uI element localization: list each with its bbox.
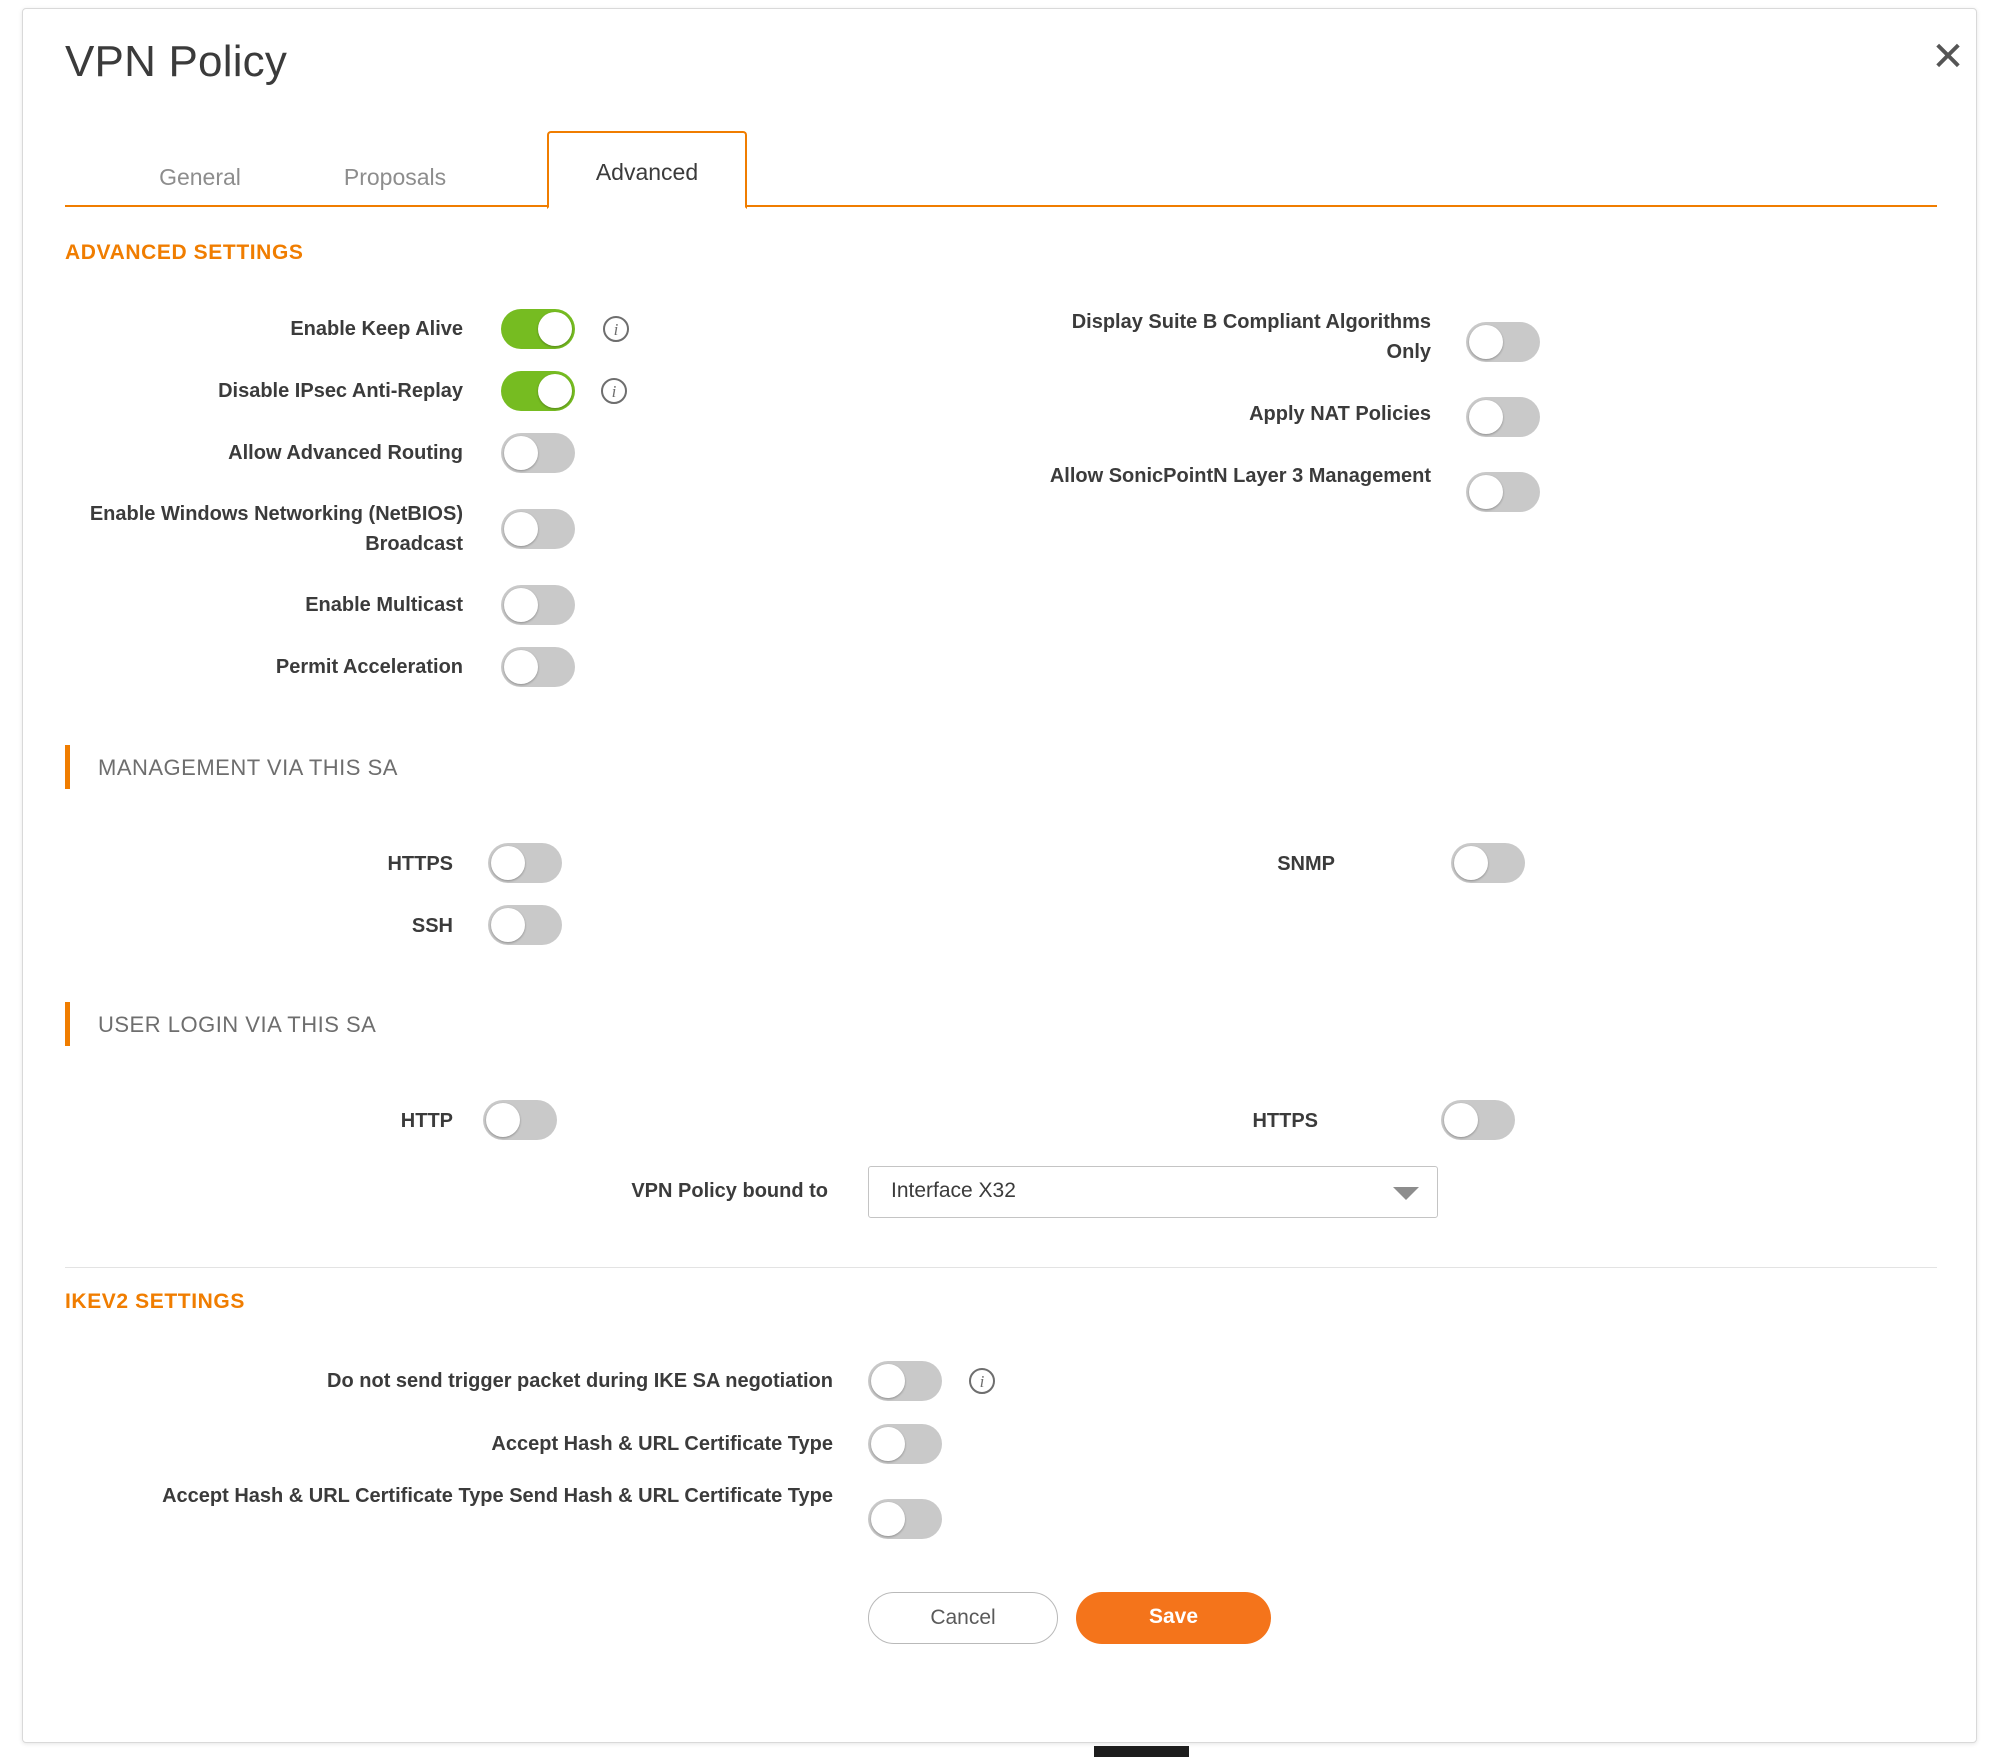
close-icon[interactable]: ✕ [1931,35,1965,79]
ikev2-settings-heading: IKEV2 SETTINGS [65,1290,245,1313]
toggle-knob [1469,325,1503,359]
toggle-knob [504,436,538,470]
label-permit-acceleration: Permit Acceleration [275,656,463,678]
toggle-login-http[interactable] [483,1100,557,1140]
cancel-button[interactable]: Cancel [868,1592,1058,1644]
label-apply-nat-policies: Apply NAT Policies [1249,403,1431,425]
toggle-knob [1469,400,1503,434]
toggle-knob [1454,846,1488,880]
tab-advanced[interactable]: Advanced [547,131,747,209]
label-accept-hash-url-cert: Accept Hash & URL Certificate Type [491,1433,833,1455]
tab-general[interactable]: General [159,164,241,190]
vpn-policy-bound-to-select[interactable] [868,1166,1438,1218]
page-title: VPN Policy [65,37,288,86]
toggle-no-trigger-packet[interactable] [868,1361,942,1401]
tab-proposals[interactable]: Proposals [343,164,447,190]
toggle-knob [491,908,525,942]
label-no-trigger-packet: Do not send trigger packet during IKE SA negotiation [327,1370,833,1392]
toggle-knob [504,650,538,684]
toggle-knob [871,1427,905,1461]
label-allow-sonicpointn-layer3: Allow SonicPointN Layer 3 Management [1049,465,1431,487]
advanced-settings-heading: ADVANCED SETTINGS [65,241,304,264]
management-sa-accent-bar [65,745,70,789]
toggle-enable-windows-networking[interactable] [501,509,575,549]
toggle-knob [491,846,525,880]
label-mgmt-https: HTTPS [387,853,453,875]
toggle-knob [504,512,538,546]
label-allow-advanced-routing: Allow Advanced Routing [228,442,463,464]
label-login-http: HTTP [400,1110,453,1132]
toggle-allow-advanced-routing[interactable] [501,433,575,473]
label-mgmt-snmp: SNMP [1277,853,1335,875]
vpn-policy-bound-to-value: Interface X32 [891,1179,1016,1202]
save-button[interactable]: Save [1076,1592,1271,1644]
label-enable-keep-alive: Enable Keep Alive [290,318,463,340]
bottom-strip [1094,1746,1189,1757]
toggle-display-suite-b[interactable] [1466,322,1540,362]
toggle-mgmt-ssh[interactable] [488,905,562,945]
label-vpn-policy-bound-to: VPN Policy bound to [631,1180,828,1202]
label-display-suite-b: Display Suite B Compliant Algorithms Only [1071,311,1431,363]
vpn-policy-dialog [22,8,1977,1743]
toggle-login-https[interactable] [1441,1100,1515,1140]
toggle-allow-sonicpointn-layer3[interactable] [1466,472,1540,512]
label-enable-windows-networking: Enable Windows Networking (NetBIOS) Broadcast [89,503,463,555]
label-login-https: HTTPS [1252,1110,1318,1132]
label-accept-send-hash-url-cert: Accept Hash & URL Certificate Type Send Hash & URL Certificate Type [162,1485,833,1507]
toggle-accept-send-hash-url-cert[interactable] [868,1499,942,1539]
management-sa-heading: MANAGEMENT VIA THIS SA [98,755,398,780]
toggle-accept-hash-url-cert[interactable] [868,1424,942,1464]
toggle-enable-multicast[interactable] [501,585,575,625]
user-login-sa-accent-bar [65,1002,70,1046]
toggle-knob [871,1364,905,1398]
toggle-mgmt-snmp[interactable] [1451,843,1525,883]
section-divider [65,1267,1937,1268]
info-icon-keep-alive[interactable]: i [603,316,629,342]
chevron-down-icon [1393,1187,1419,1200]
user-login-sa-heading: USER LOGIN VIA THIS SA [98,1012,377,1037]
info-icon-trigger-packet[interactable]: i [969,1368,995,1394]
toggle-enable-keep-alive[interactable] [501,309,575,349]
toggle-knob [538,374,572,408]
toggle-disable-ipsec-anti-replay[interactable] [501,371,575,411]
toggle-knob [538,312,572,346]
label-disable-ipsec-anti-replay: Disable IPsec Anti-Replay [218,380,463,402]
tab-bar [65,149,1937,207]
toggle-apply-nat-policies[interactable] [1466,397,1540,437]
label-enable-multicast: Enable Multicast [305,594,463,616]
toggle-knob [486,1103,520,1137]
label-mgmt-ssh: SSH [411,915,453,937]
toggle-mgmt-https[interactable] [488,843,562,883]
toggle-knob [1469,475,1503,509]
toggle-permit-acceleration[interactable] [501,647,575,687]
toggle-knob [1444,1103,1478,1137]
toggle-knob [871,1502,905,1536]
info-icon-anti-replay[interactable]: i [601,378,627,404]
toggle-knob [504,588,538,622]
